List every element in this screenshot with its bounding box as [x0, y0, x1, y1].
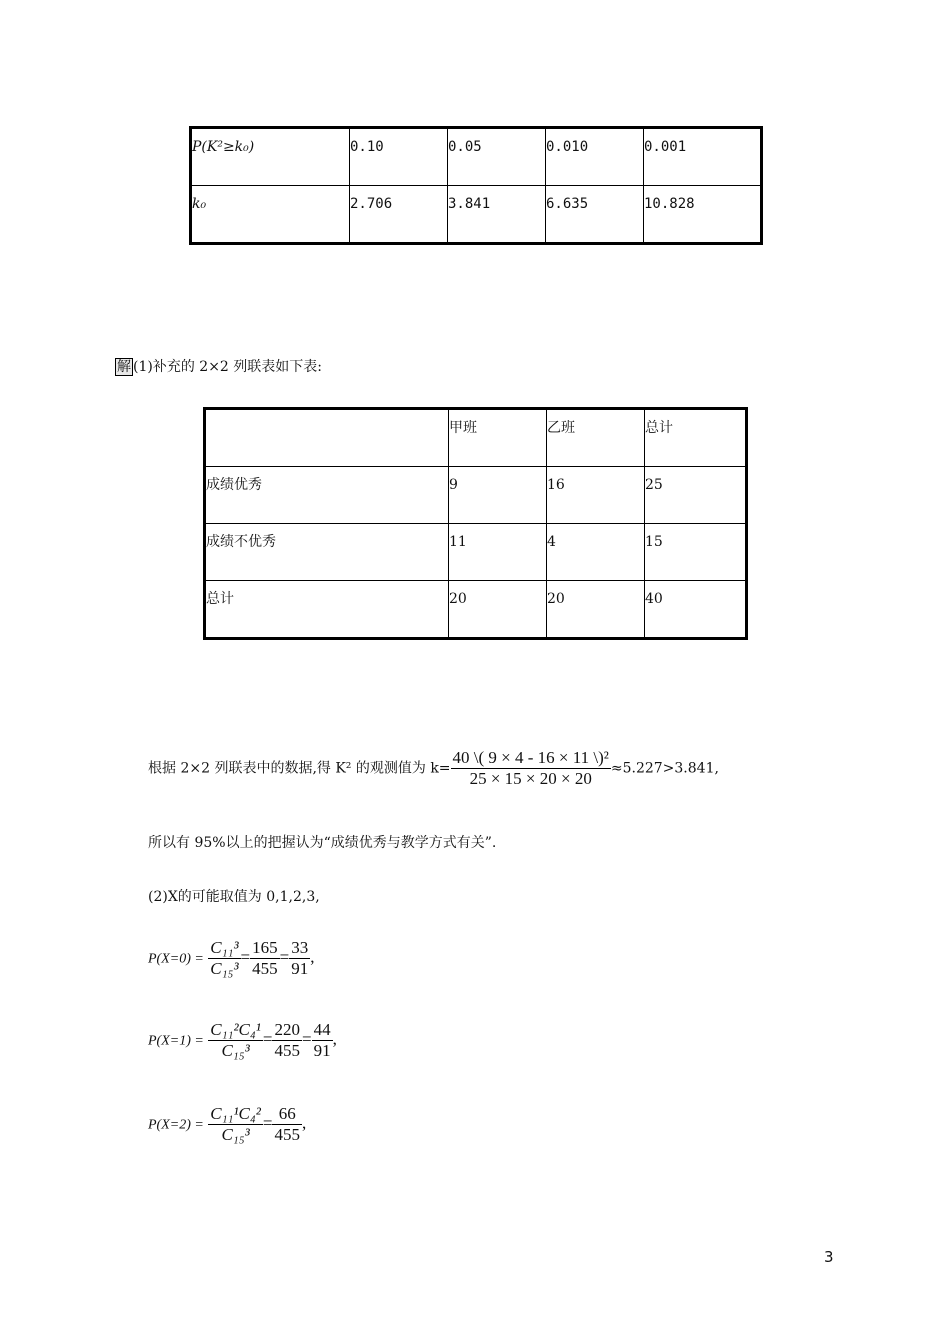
table-cell: 4	[547, 524, 645, 581]
part1-intro: (1)补充的 2×2 列联表如下表:	[133, 359, 322, 375]
chi-numerator: 40 \( 9 × 4 - 16 × 11 \)²	[452, 748, 609, 767]
table-cell: 9	[449, 467, 547, 524]
table-cell: P(K²≥k₀)	[191, 128, 350, 186]
prob-lhs: P(X=1) =	[148, 1033, 204, 1049]
probability-x2: P(X=2) = $\frac{\text{C₁₁¹C₄²}}{\text{C₁₅³}}$ = $\frac{66}{455}$ ,	[148, 1104, 307, 1144]
table-cell: 10.828	[644, 186, 762, 244]
combination-fraction	[208, 938, 240, 979]
table-row	[205, 524, 747, 581]
combination-fraction	[208, 1104, 263, 1145]
table-header	[205, 409, 449, 467]
fraction-denominator: 91	[291, 959, 309, 978]
table-cell: 20	[449, 581, 547, 639]
value-fraction	[250, 938, 280, 979]
reduced-fraction	[312, 1020, 333, 1061]
table-row	[205, 467, 747, 524]
trailing-comma: ,	[310, 947, 315, 967]
fraction-numerator: 66	[272, 1104, 302, 1125]
page-number: 3	[824, 1248, 834, 1266]
value-fraction	[272, 1020, 302, 1061]
chi-square-line	[148, 748, 719, 789]
table-row	[191, 128, 762, 186]
chi-prefix: 根据 2×2 列联表中的数据,得 K² 的观测值为 k=	[148, 760, 451, 777]
table-cell: 3.841	[448, 186, 546, 244]
table-cell: 2.706	[350, 186, 448, 244]
chi-suffix: ≈5.227>3.841,	[610, 760, 719, 777]
chi-fraction	[451, 748, 611, 789]
table-cell: 总计	[205, 581, 449, 639]
part1-intro-line	[115, 358, 322, 376]
table-cell: 40	[645, 581, 747, 639]
table-row	[191, 186, 762, 244]
table-cell: 0.010	[546, 128, 644, 186]
fraction-denominator: 455	[252, 959, 278, 978]
fraction-numerator: C₁₁²C₄¹	[210, 1020, 261, 1039]
fraction-numerator: C₁₁³	[210, 938, 239, 957]
critical-value-table	[189, 126, 763, 245]
table-cell: 6.635	[546, 186, 644, 244]
reduced-fraction	[289, 938, 310, 979]
fraction-numerator: 33	[291, 938, 309, 957]
probability-x0: P(X=0) = $\frac{\text{C₁₁³}}{\text{C₁₅³}}$ = $\frac{165}{455}$ = $\frac{33}{91}$ ,	[148, 938, 315, 978]
fraction-numerator: C₁₁¹C₄²	[210, 1104, 261, 1123]
fraction-denominator: C₁₅³	[210, 959, 239, 978]
table-cell: 15	[645, 524, 747, 581]
chi-denominator: 25 × 15 × 20 × 20	[469, 769, 592, 788]
fraction-numerator: 165	[252, 938, 278, 957]
trailing-comma: ,	[332, 1029, 337, 1049]
probability-x1: P(X=1) = $\frac{\text{C₁₁²C₄¹}}{\text{C₁₅³}}$ = $\frac{220}{455}$ = $\frac{44}{91}$ ,	[148, 1020, 337, 1060]
prob-lhs: P(X=0) =	[148, 951, 204, 967]
table-cell: k₀	[191, 186, 350, 244]
fraction-denominator: C₁₅³	[221, 1125, 250, 1144]
table-row	[205, 409, 747, 467]
fraction-numerator: 220	[274, 1020, 300, 1039]
table-cell: 成绩优秀	[205, 467, 449, 524]
combination-fraction	[208, 1020, 263, 1061]
table-cell: 成绩不优秀	[205, 524, 449, 581]
table-cell: 0.001	[644, 128, 762, 186]
fraction-numerator: 44	[313, 1020, 331, 1039]
table-cell: 20	[547, 581, 645, 639]
table-header: 乙班	[547, 409, 645, 467]
contingency-table	[203, 407, 748, 640]
value-fraction	[272, 1104, 302, 1145]
fraction-denominator: 455	[274, 1125, 300, 1144]
prob-lhs: P(X=2) =	[148, 1117, 204, 1133]
table-cell: 0.10	[350, 128, 448, 186]
table-cell: 11	[449, 524, 547, 581]
fraction-denominator: 91	[313, 1041, 331, 1060]
part2-intro: (2)X的可能取值为 0,1,2,3,	[148, 889, 320, 905]
table-cell: 0.05	[448, 128, 546, 186]
solution-label: 解	[117, 359, 131, 375]
table-cell: 16	[547, 467, 645, 524]
table-header: 总计	[645, 409, 747, 467]
trailing-comma: ,	[301, 1113, 307, 1133]
table-cell: 25	[645, 467, 747, 524]
fraction-denominator: 455	[274, 1041, 300, 1060]
conclusion: 所以有 95%以上的把握认为“成绩优秀与教学方式有关”.	[148, 835, 497, 851]
table-header: 甲班	[449, 409, 547, 467]
fraction-denominator: C₁₅³	[221, 1041, 250, 1060]
table-row	[205, 581, 747, 639]
